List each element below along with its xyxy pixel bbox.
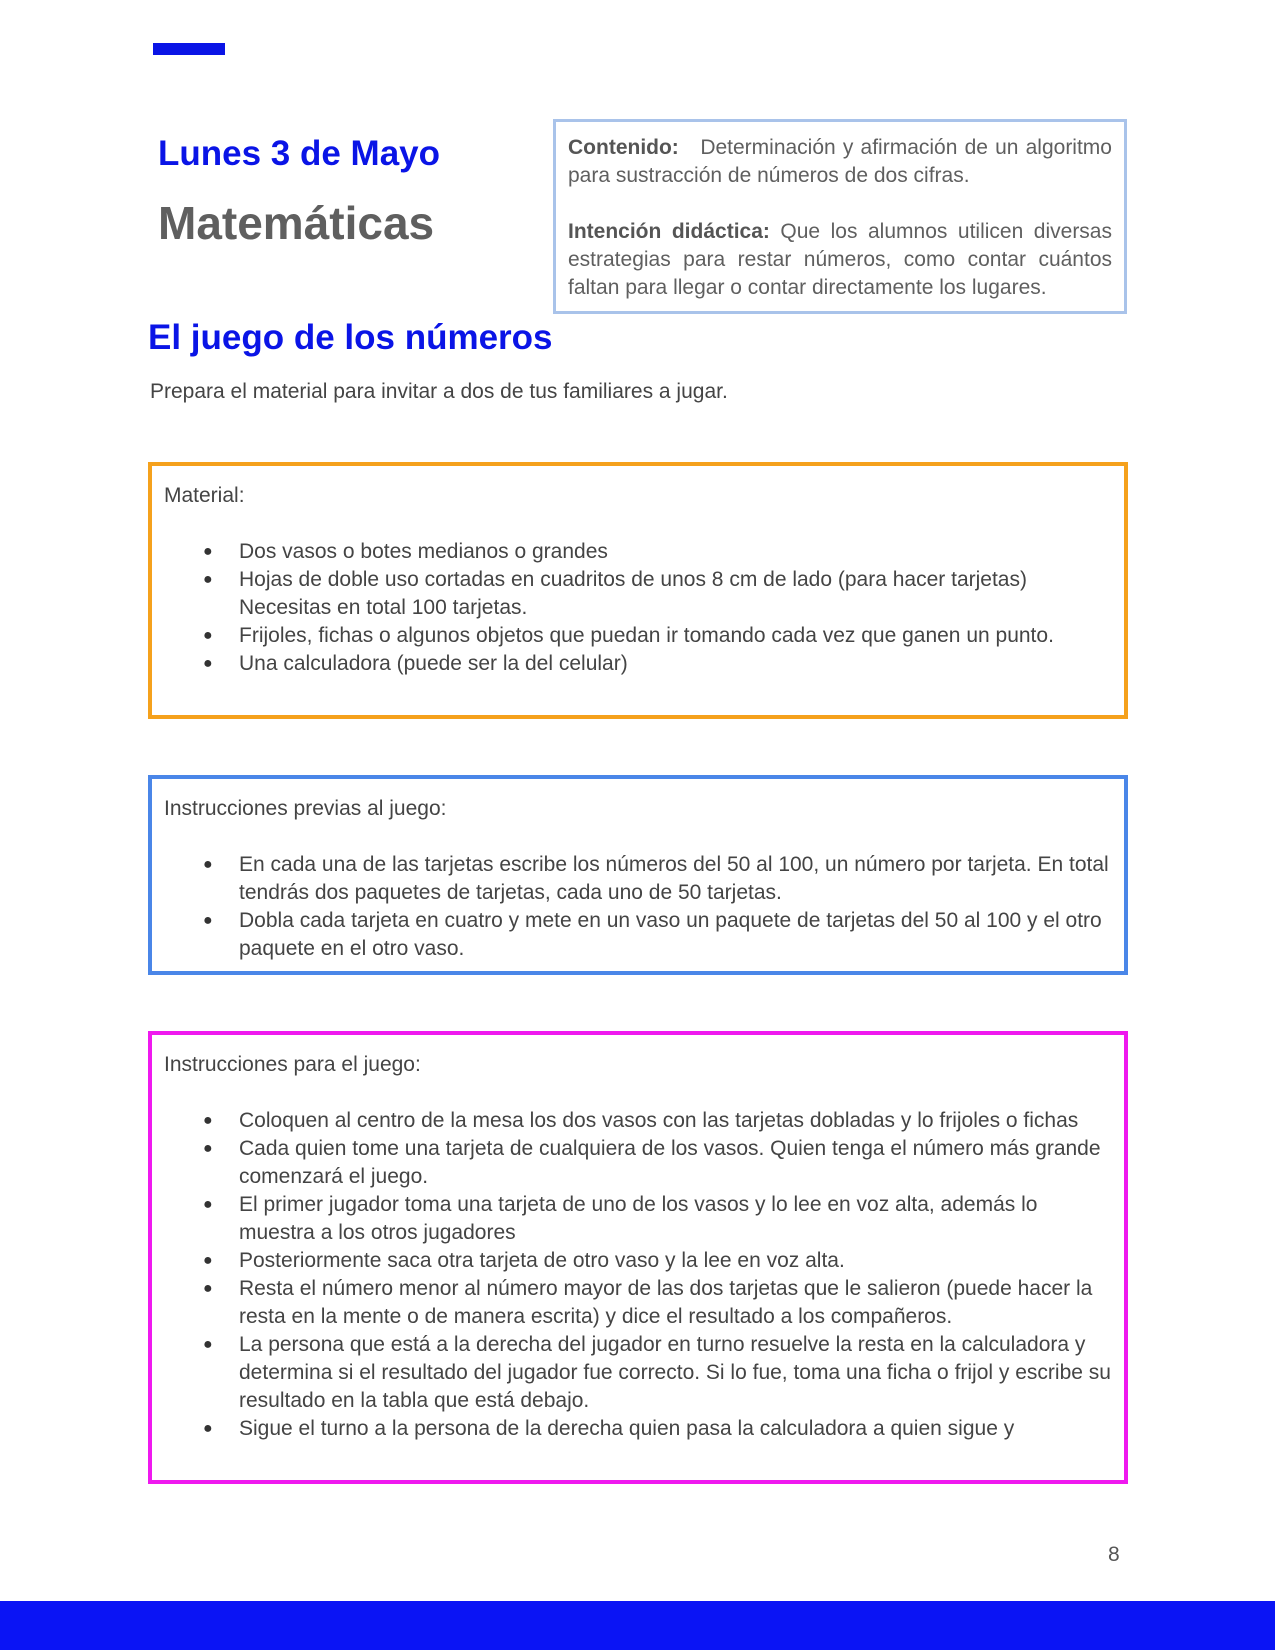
- lesson-date: Lunes 3 de Mayo: [158, 134, 441, 173]
- list-item: ● La persona que está a la derecha del jugador en turno resuelve la resta en la calculadora y determina si el resultado del jugador fue correcto. Si lo fue, toma una ficha o frijol y escribe su resultado en la tabla que está debajo.: [164, 1331, 1112, 1415]
- juego-box: [148, 1031, 1128, 1484]
- subject-title: Matemáticas: [158, 197, 435, 249]
- list-item: ● Dos vasos o botes medianos o grandes: [164, 538, 1112, 566]
- bottom-accent-bar: [0, 1601, 1275, 1650]
- contenido-label: Contenido:: [568, 136, 679, 159]
- list-item: ● Frijoles, fichas o algunos objetos que puedan ir tomando cada vez que ganen un punto.: [164, 622, 1112, 650]
- list-item: ● Una calculadora (puede ser la del celular): [164, 650, 1112, 678]
- section-title: El juego de los números: [148, 318, 553, 357]
- list-item: ● En cada una de las tarjetas escribe los números del 50 al 100, un número por tarjeta. En total tendrás dos paquetes de tarjetas, cada uno de 50 tarjetas.: [164, 851, 1112, 907]
- material-box: [148, 462, 1128, 719]
- list-item: ● Cada quien tome una tarjeta de cualquiera de los vasos. Quien tenga el número más grande comenzará el juego.: [164, 1135, 1112, 1191]
- list-item: ● Posteriormente saca otra tarjeta de otro vaso y la lee en voz alta.: [164, 1247, 1112, 1275]
- list-item: ● Resta el número menor al número mayor de las dos tarjetas que le salieron (puede hacer la resta en la mente o de manera escrita) y dice el resultado a los compañeros.: [164, 1275, 1112, 1331]
- intencion-label: Intención didáctica:: [568, 220, 770, 243]
- section-intro: Prepara el material para invitar a dos de tus familiares a jugar.: [150, 380, 728, 403]
- material-list: [164, 538, 1112, 678]
- list-item: ● Dobla cada tarjeta en cuatro y mete en un vaso un paquete de tarjetas del 50 al 100 y el otro paquete en el otro vaso.: [164, 907, 1112, 963]
- intencion-paragraph: [568, 218, 1112, 302]
- list-item: ● Coloquen al centro de la mesa los dos vasos con las tarjetas dobladas y lo frijoles o fichas: [164, 1107, 1112, 1135]
- list-item: ● El primer jugador toma una tarjeta de uno de los vasos y lo lee en voz alta, además lo muestra a los otros jugadores: [164, 1191, 1112, 1247]
- juego-list: [164, 1107, 1112, 1443]
- lesson-info-box: [553, 119, 1127, 314]
- juego-title: Instrucciones para el juego:: [164, 1053, 421, 1076]
- material-title: Material:: [164, 484, 245, 507]
- previas-title: Instrucciones previas al juego:: [164, 797, 447, 820]
- previas-box: [148, 775, 1128, 975]
- previas-list: [164, 851, 1112, 963]
- contenido-text: Determinación y afirmación de un algoritmo para sustracción de números de dos cifras.: [568, 136, 1112, 187]
- list-item: ● Hojas de doble uso cortadas en cuadritos de unos 8 cm de lado (para hacer tarjetas) Necesitas en total 100 tarjetas.: [164, 566, 1112, 622]
- intencion-text: Que los alumnos utilicen diversas estrategias para restar números, como contar cuántos faltan para llegar o contar directamente los lugares.: [568, 220, 1112, 299]
- list-item: ● Sigue el turno a la persona de la derecha quien pasa la calculadora a quien sigue y: [164, 1415, 1112, 1443]
- contenido-paragraph: [568, 134, 1112, 190]
- top-accent-bar: [153, 43, 225, 55]
- page-number: 8: [1108, 1543, 1120, 1566]
